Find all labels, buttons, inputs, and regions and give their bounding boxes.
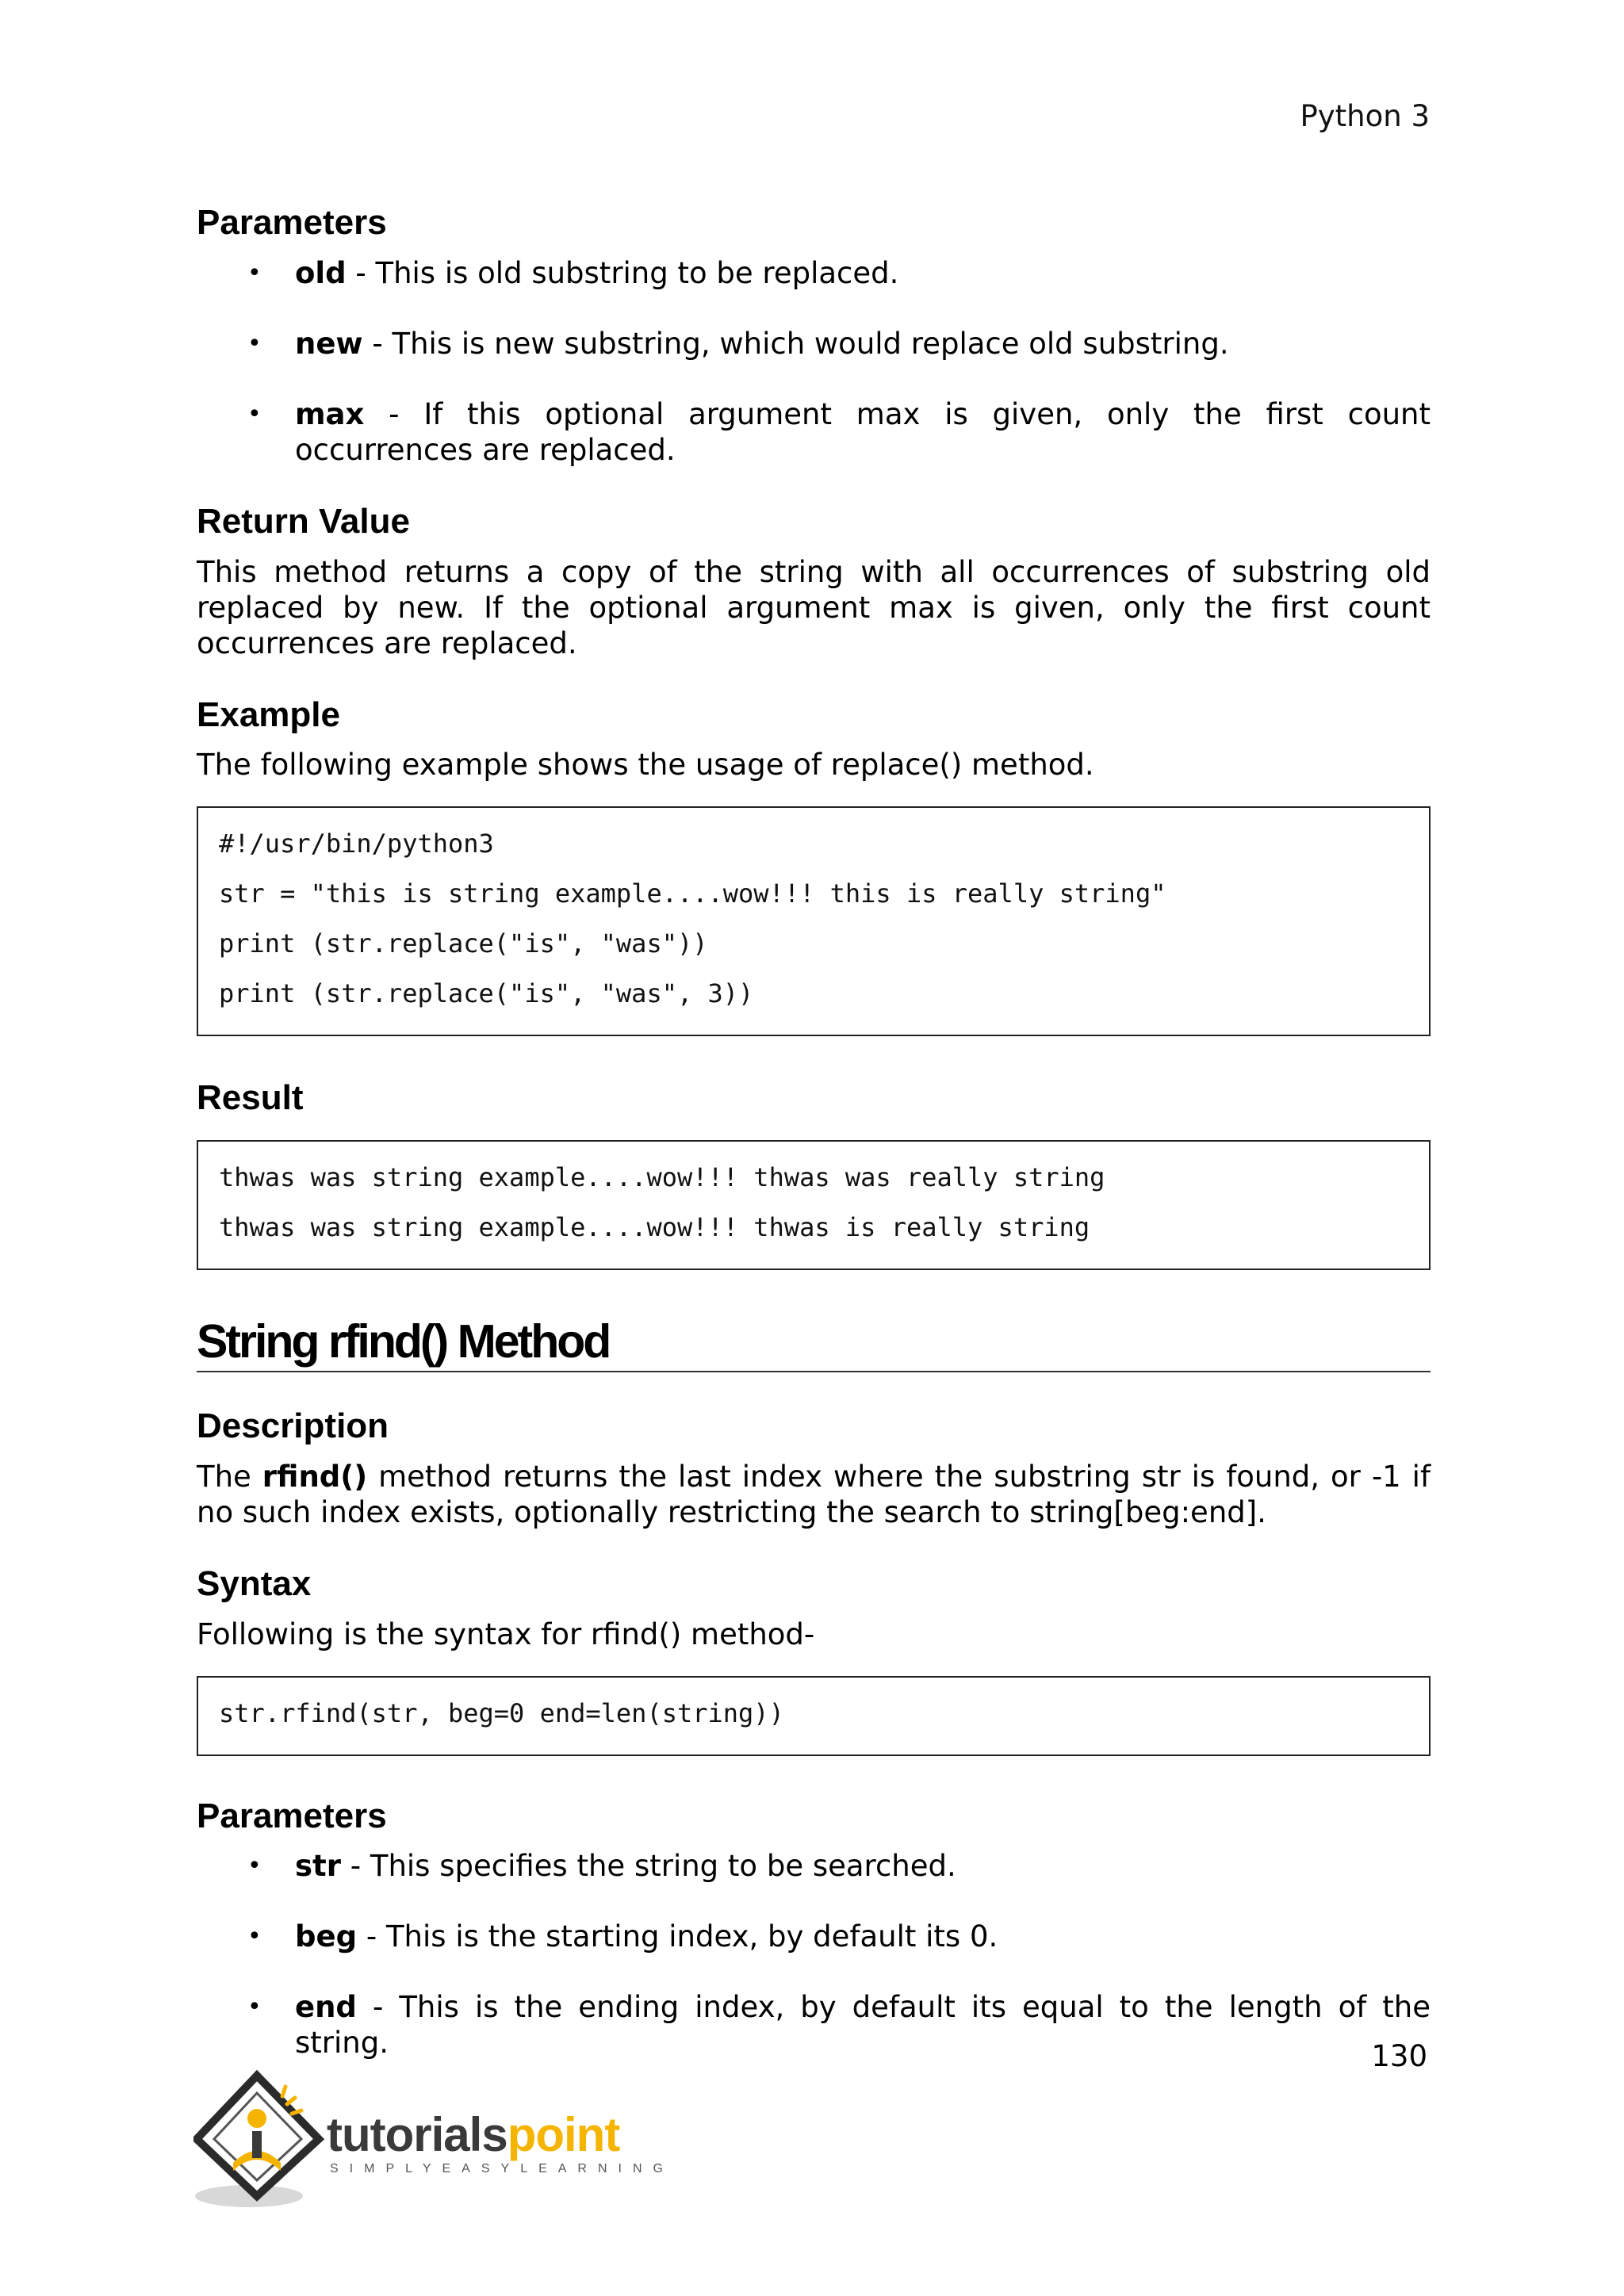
param-term: beg	[295, 1919, 358, 1954]
result-output-block	[197, 1140, 1431, 1270]
list-item	[197, 255, 1431, 291]
logo-text-accent: point	[507, 2108, 620, 2161]
description-text	[197, 1459, 1431, 1530]
param-term: str	[295, 1849, 341, 1884]
example-code-block	[197, 806, 1431, 1036]
param-desc: - This is new substring, which would replace old substring.	[362, 326, 1229, 361]
param-term: new	[295, 326, 363, 361]
code-line: #!/usr/bin/python3	[219, 828, 494, 859]
param-term: max	[295, 396, 365, 431]
parameters-list	[197, 1848, 1431, 2061]
list-item	[197, 1919, 1431, 1954]
bullet-icon: •	[247, 329, 262, 358]
syntax-heading: Syntax	[197, 1563, 312, 1603]
tutorialspoint-logo	[193, 2069, 674, 2212]
syntax-text: Following is the syntax for rfind() method-	[197, 1617, 815, 1651]
description-term: rfind()	[262, 1459, 368, 1494]
parameters-list	[197, 255, 1431, 468]
bullet-icon: •	[247, 400, 262, 428]
param-desc: - This is the starting index, by default its 0.	[357, 1919, 998, 1954]
description-rest: method returns the last index where the substring str is found, or -1 if no such index exists, optionally restricting the search to string[beg:end].	[197, 1459, 1431, 1529]
code-line: str = "this is string example....wow!!! this is really string"	[219, 878, 1166, 909]
result-heading: Result	[197, 1078, 304, 1118]
list-item	[197, 326, 1431, 362]
return-value-heading: Return Value	[197, 501, 410, 541]
parameters-heading: Parameters	[197, 203, 387, 242]
example-heading: Example	[197, 695, 340, 734]
logo-wordmark	[327, 2107, 619, 2162]
param-desc: - This is the ending index, by default its equal to the length of the string.	[295, 1990, 1431, 2061]
section-title: String rfind() Method	[197, 1316, 1431, 1372]
code-line: print (str.replace("is", "was"))	[219, 928, 708, 959]
return-value-text: This method returns a copy of the string with all occurrences of substring old replaced by new. If the optional argument max is given, only the first count occurrences are replaced.	[197, 554, 1431, 660]
code-line: str.rfind(str, beg=0 end=len(string))	[219, 1697, 784, 1728]
syntax-code-block	[197, 1676, 1431, 1756]
list-item	[197, 396, 1431, 468]
description-heading: Description	[197, 1406, 389, 1446]
description-prefix: The	[197, 1459, 262, 1494]
logo-tagline: SIMPLYEASYLEARNING	[330, 2162, 674, 2175]
param-desc: - This is old substring to be replaced.	[346, 255, 899, 290]
bullet-icon: •	[247, 258, 262, 287]
logo-diamond-icon	[193, 2069, 328, 2212]
running-header: Python 3	[1300, 99, 1430, 133]
logo-text-main: tutorials	[327, 2108, 508, 2161]
output-line: thwas was string example....wow!!! thwas was really string	[219, 1162, 1105, 1193]
output-line: thwas was string example....wow!!! thwas is really string	[219, 1212, 1090, 1243]
list-item	[197, 1848, 1431, 1884]
main-content	[197, 202, 1431, 2061]
param-desc: - If this optional argument max is given, only the first count occurrences are replaced.	[295, 396, 1431, 467]
example-text: The following example shows the usage of replace() method.	[197, 748, 1094, 783]
bullet-icon: •	[247, 1923, 262, 1951]
code-line: print (str.replace("is", "was", 3))	[219, 978, 754, 1009]
param-term: end	[295, 1990, 357, 2025]
list-item	[197, 1989, 1431, 2061]
page-number: 130	[1371, 2039, 1427, 2073]
bullet-icon: •	[247, 1993, 262, 2022]
param-term: old	[295, 255, 347, 290]
parameters-heading: Parameters	[197, 1796, 387, 1835]
bullet-icon: •	[247, 1852, 262, 1881]
param-desc: - This specifies the string to be searched.	[340, 1849, 956, 1884]
